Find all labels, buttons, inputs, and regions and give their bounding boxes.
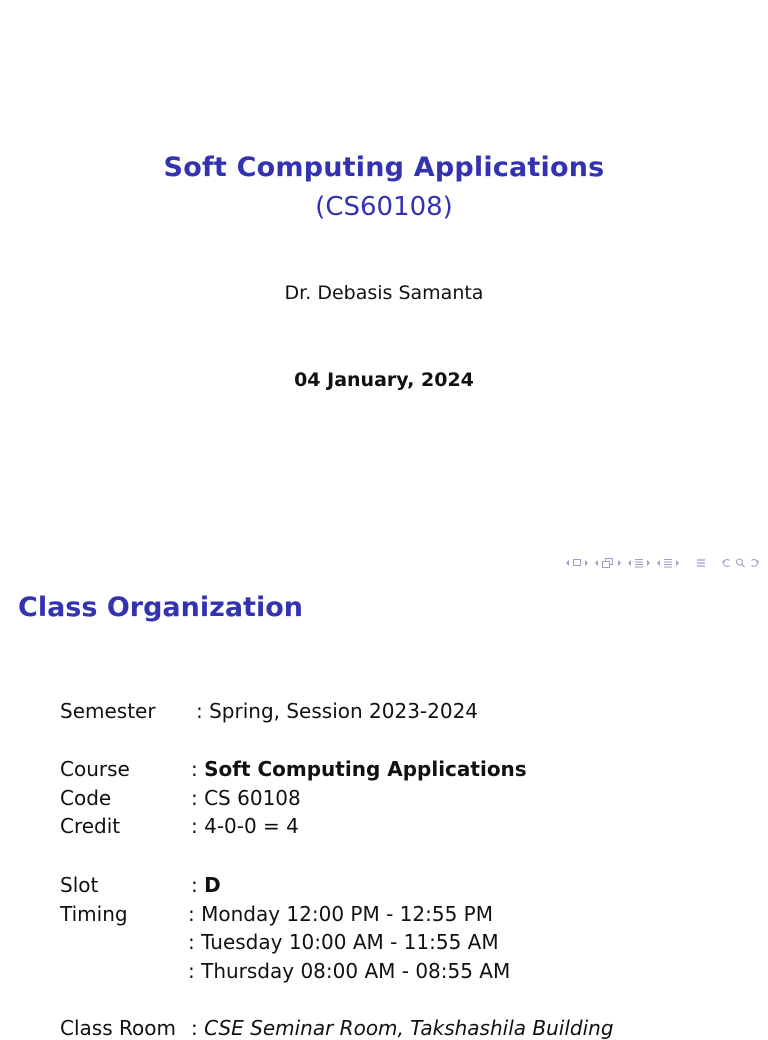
- document-navigation: [655, 556, 681, 570]
- row-label: Credit: [60, 814, 121, 838]
- nav-right-icon[interactable]: [674, 556, 681, 570]
- row-value-wrapper: [191, 757, 527, 781]
- slot-value: D: [204, 873, 221, 897]
- presentation-date: 04 January, 2024: [294, 369, 474, 391]
- course-name-value: Soft Computing Applications: [204, 757, 527, 781]
- row-label: Class Room: [60, 1016, 176, 1040]
- row-label: Code: [60, 786, 112, 810]
- row-colon: :: [191, 873, 205, 897]
- toc-icon[interactable]: [696, 556, 706, 570]
- nav-left-icon[interactable]: [655, 556, 662, 570]
- frame-icon[interactable]: [572, 556, 582, 570]
- nav-right-icon[interactable]: [645, 556, 652, 570]
- row-value: : Monday 12:00 PM - 12:55 PM: [188, 902, 493, 926]
- nav-right-icon[interactable]: [616, 556, 623, 570]
- back-icon[interactable]: [721, 556, 732, 570]
- row-label: Timing: [60, 902, 128, 926]
- subsection-icon[interactable]: [601, 556, 615, 570]
- row-colon: :: [191, 1016, 205, 1040]
- frame-navigation: [564, 556, 590, 570]
- row-value: : 4-0-0 = 4: [191, 814, 299, 838]
- row-value-wrapper: [191, 1016, 614, 1040]
- author-name: Dr. Debasis Samanta: [284, 282, 484, 304]
- nav-left-icon[interactable]: [626, 556, 633, 570]
- row-value: : Tuesday 10:00 AM - 11:55 AM: [188, 930, 499, 954]
- forward-icon[interactable]: [749, 556, 760, 570]
- row-value: : CS 60108: [191, 786, 301, 810]
- class-organization-slide: [0, 576, 768, 1040]
- section-icon[interactable]: [663, 556, 673, 570]
- section-icon[interactable]: [634, 556, 644, 570]
- frame-title: Class Organization: [18, 592, 303, 623]
- nav-left-icon[interactable]: [564, 556, 571, 570]
- row-label: Course: [60, 757, 130, 781]
- subsection-navigation: [593, 556, 623, 570]
- nav-right-icon[interactable]: [583, 556, 590, 570]
- nav-left-icon[interactable]: [593, 556, 600, 570]
- row-value-wrapper: [191, 873, 221, 897]
- beamer-navigation-bar: [564, 556, 760, 570]
- row-label: Slot: [60, 873, 99, 897]
- row-colon: :: [191, 757, 205, 781]
- row-value: : Thursday 08:00 AM - 08:55 AM: [188, 959, 511, 983]
- course-code-subtitle: (CS60108): [315, 192, 453, 222]
- search-icon[interactable]: [735, 556, 746, 570]
- section-navigation: [626, 556, 652, 570]
- class-room-value: CSE Seminar Room, Takshashila Building: [204, 1016, 614, 1040]
- row-label: Semester: [60, 699, 156, 723]
- row-value: : Spring, Session 2023-2024: [196, 699, 479, 723]
- presentation-title: Soft Computing Applications: [163, 152, 605, 183]
